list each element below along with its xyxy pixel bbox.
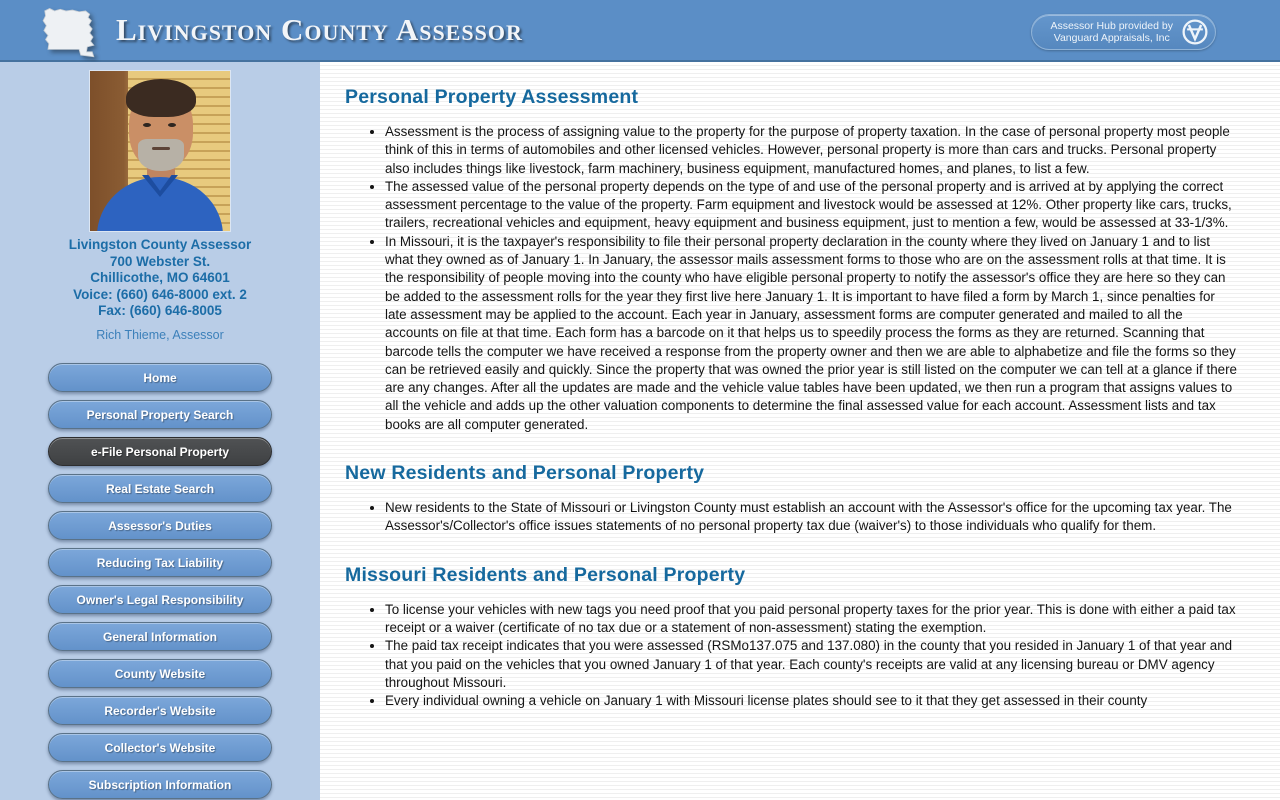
sidebar-item-reducing-tax-liability[interactable]: Reducing Tax Liability [48, 548, 272, 577]
sidebar-nav [48, 363, 272, 799]
sidebar-item-real-estate-search[interactable]: Real Estate Search [48, 474, 272, 503]
sidebar-item-county-website[interactable]: County Website [48, 659, 272, 688]
bullet-item: • The assessed value of the personal property depends on the type of and use of the personal property and is arrived at by applying the correct assessment percentage to the value of the property. Farm equipment and livestock would be assessed at 12%. Other property like cars, trucks, trailers, recreational vehicles and equipment, heavy equipment and business equipment, just to mention a few, would be assessed at 33-1/3%. [385, 178, 1238, 233]
contact-line: Chillicothe, MO 64601 [90, 270, 230, 285]
bullet-item: • To license your vehicles with new tags you need proof that you paid personal property taxes for the prior year. This is done with either a paid tax receipt or a waiver (certificate of no tax due or a statement of non-assessment) stating the exemption. [385, 601, 1238, 638]
photo-person-eye [143, 123, 151, 127]
sidebar-item-owner-s-legal-responsibility[interactable]: Owner's Legal Responsibility [48, 585, 272, 614]
assessor-name: Rich Thieme, Assessor [96, 328, 224, 342]
section-heading: New Residents and Personal Property [345, 462, 705, 485]
badge-line-1: Assessor Hub provided by [1050, 20, 1173, 32]
bullet-item: • The paid tax receipt indicates that you were assessed (RSMo137.075 and 137.080) in the county that you resided in January 1 of that year and that you paid on the vehicles that you owned January 1 of that year. Each county's receipts are valid at any licensing bureau or DMV agency throughout Missouri. [385, 637, 1238, 692]
section-heading: Personal Property Assessment [345, 86, 639, 108]
content-sections [345, 86, 1238, 710]
main-content [320, 62, 1280, 800]
sidebar-item-recorder-s-website[interactable]: Recorder's Website [48, 696, 272, 725]
assessor-hub-badge[interactable] [1031, 14, 1216, 50]
sidebar-item-e-file-personal-property[interactable]: e-File Personal Property [48, 437, 272, 466]
photo-person-beard [138, 139, 184, 171]
bullet-item: • New residents to the State of Missouri or Livingston County must establish an account with the Assessor's office for the upcoming tax year. The Assessor's/Collector's office issues statements of no personal property tax due (waiver's) to those individuals who qualify for them. [385, 499, 1238, 536]
contact-block [0, 237, 320, 320]
bullet-list [345, 499, 1238, 536]
photo-person-mouth [152, 147, 170, 150]
section-heading: Missouri Residents and Personal Property [345, 563, 746, 586]
bullet-list [345, 601, 1238, 711]
sidebar-item-assessor-s-duties[interactable]: Assessor's Duties [48, 511, 272, 540]
contact-line: Livingston County Assessor [68, 237, 252, 252]
sidebar-item-home[interactable]: Home [48, 363, 272, 392]
photo-person-hair [126, 79, 196, 117]
photo-person-eye [168, 123, 176, 127]
page-title: Livingston County Assessor [116, 12, 523, 47]
missouri-state-icon [36, 6, 114, 60]
bullet-item: • Every individual owning a vehicle on January 1 with Missouri license plates should see to it that they get assessed in their county [385, 692, 1238, 710]
bullet-item: • Assessment is the process of assigning value to the property for the purpose of property taxation. In the case of personal property most people think of this in terms of automobiles and other licensed vehicles. However, personal property is more than cars and trucks. Personal property also includes things like livestock, farm machinery, business equipment, manufactured homes, and planes, to list a few. [385, 123, 1238, 178]
sidebar-item-general-information[interactable]: General Information [48, 622, 272, 651]
contact-line: 700 Webster St. [109, 253, 211, 269]
bullet-list [345, 123, 1238, 434]
sidebar-item-personal-property-search[interactable]: Personal Property Search [48, 400, 272, 429]
vanguard-appraisals-logo-icon [1181, 18, 1209, 46]
sidebar [0, 62, 320, 800]
sidebar-item-collector-s-website[interactable]: Collector's Website [48, 733, 272, 762]
assessor-photo [90, 71, 230, 231]
header-bar [0, 0, 1280, 62]
bullet-item: • In Missouri, it is the taxpayer's responsibility to file their personal property declaration in the county where they lived on January 1 and to list what they owned as of January 1. In January, the assessor mails assessment forms to those who are on the assessment rolls at that time. It is the responsibility of people moving into the county who have eligible personal property to notify the assessor's office they are here so they can be added to the assessment rolls for the year they first live here January 1. It is important to have filed a form by March 1, since penalties for late assessment may be applied to the account. Each year in January, assessment forms are computer generated and mailed to all the accounts on file at that time. Each form has a barcode on it that helps us to speedily process the forms as they are returned. Scanning that barcode tells the computer we have received a response from the property owner and then we are able to alphabetize and file the forms so they can be retrieved easily and quickly. Since the property that was owned the prior year is still listed on the computer we can tell at a glance if there are any changes. After all the updates are made and the vehicle value tables have been updated, we then run a program that assigns values to all the vehicle and adds up the other valuation components to determine the final assessed value for each account. Assessment lists and tax books are all computer generated. [385, 233, 1238, 434]
badge-line-2: Vanguard Appraisals, Inc [1053, 32, 1170, 44]
assessor-hub-badge-text [1050, 20, 1173, 44]
contact-line: Voice: (660) 646-8000 ext. 2 [73, 286, 247, 302]
sidebar-item-subscription-information[interactable]: Subscription Information [48, 770, 272, 799]
contact-line: Fax: (660) 646-8005 [98, 303, 222, 318]
